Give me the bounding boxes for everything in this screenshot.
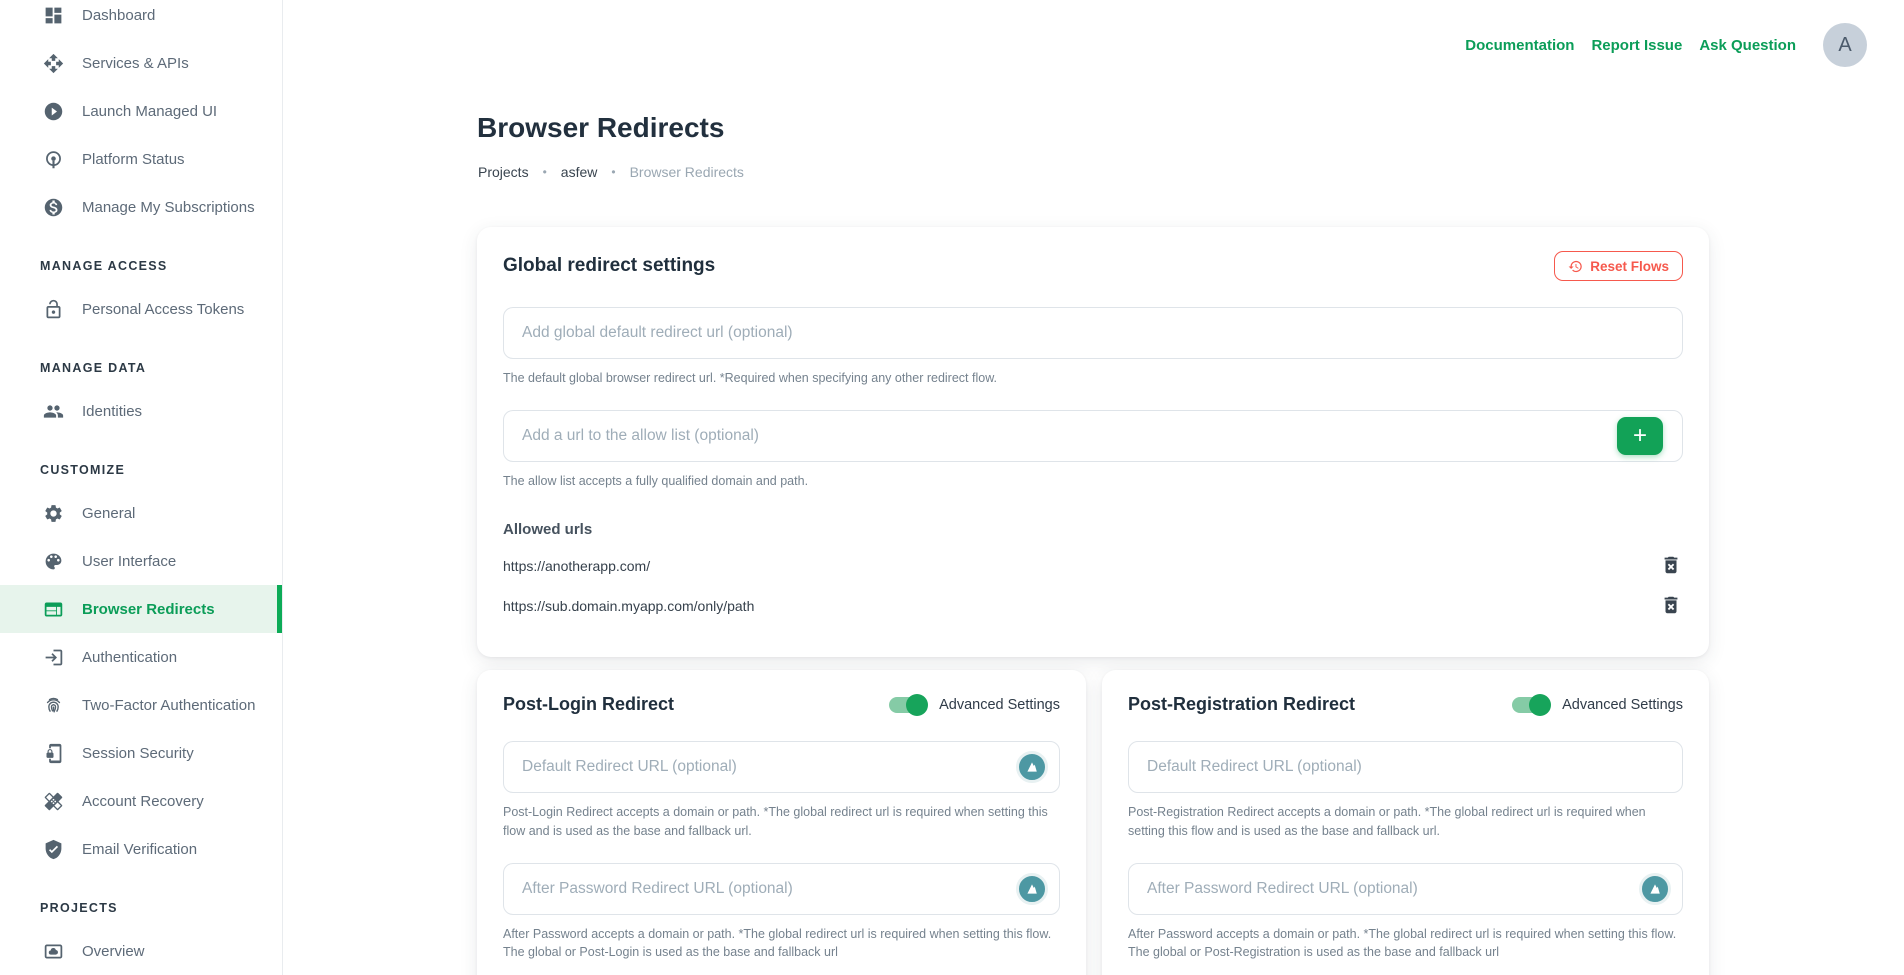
- sidebar-item-session-security[interactable]: [0, 729, 282, 777]
- gear-icon: [42, 502, 64, 524]
- sidebar-item-label: Launch Managed UI: [82, 102, 218, 120]
- history-icon: [1568, 259, 1583, 274]
- sidebar-item-label: Services & APIs: [82, 54, 189, 72]
- sidebar-item-identities[interactable]: [0, 387, 282, 435]
- post-login-redirect-card: [477, 670, 1086, 975]
- sidebar-item-account-recovery[interactable]: [0, 777, 282, 825]
- sidebar-item-two-factor[interactable]: [0, 681, 282, 729]
- healing-icon: [42, 790, 64, 812]
- reset-flows-label: Reset Flows: [1590, 258, 1669, 274]
- global-default-redirect-url-input[interactable]: [503, 307, 1683, 359]
- global-default-redirect-helper: The default global browser redirect url. *Required when specifying any other redirect flow.: [503, 371, 998, 385]
- palette-icon: [42, 550, 64, 572]
- sidebar-item-browser-redirects[interactable]: [0, 585, 282, 633]
- breadcrumb-projects[interactable]: Projects: [478, 164, 529, 180]
- sidebar-item-label: Overview: [82, 942, 145, 960]
- sidebar-item-label: Email Verification: [82, 840, 198, 858]
- browser-window-icon: [42, 598, 64, 620]
- login-icon: [42, 646, 64, 668]
- breadcrumb-separator: •: [611, 165, 616, 179]
- post-login-default-helper: Post-Login Redirect accepts a domain or path. *The global redirect url is required when setting this flow and is used as the base and fallback url.: [503, 805, 1048, 838]
- mountain-extension-icon[interactable]: [1639, 873, 1671, 905]
- sidebar-item-personal-access-tokens[interactable]: [0, 285, 282, 333]
- sidebar-item-authentication[interactable]: [0, 633, 282, 681]
- sidebar-item-dashboard[interactable]: [0, 0, 282, 39]
- delete-url-button[interactable]: [1659, 594, 1683, 618]
- post-registration-after-password-helper: After Password accepts a domain or path. *The global redirect url is required when setting this flow. The global or Post-Registration is used as the base and fallback url: [1128, 926, 1677, 960]
- dashboard-icon: [42, 4, 64, 26]
- sidebar-item-services-apis[interactable]: [0, 39, 282, 87]
- phone-lock-icon: [42, 742, 64, 764]
- play-circle-icon: [42, 100, 64, 122]
- post-registration-default-url-input[interactable]: [1128, 741, 1683, 793]
- delete-url-button[interactable]: [1659, 554, 1683, 578]
- sidebar: [0, 0, 283, 975]
- breadcrumb-current: Browser Redirects: [629, 164, 744, 180]
- plus-icon: +: [1632, 421, 1647, 449]
- post-registration-default-helper: Post-Registration Redirect accepts a domain or path. *The global redirect url is required when setting this flow and is used as the base and fallback url.: [1128, 805, 1646, 838]
- breadcrumb-project-name[interactable]: asfew: [560, 164, 598, 180]
- sidebar-section-projects: PROJECTS: [40, 901, 118, 915]
- post-registration-redirect-card: [1102, 670, 1709, 975]
- lock-icon: [42, 298, 64, 320]
- post-login-advanced-toggle[interactable]: [889, 697, 926, 713]
- sidebar-item-label: Browser Redirects: [82, 600, 215, 618]
- reset-flows-button[interactable]: [1554, 251, 1683, 281]
- post-registration-toggle-label: Advanced Settings: [1562, 696, 1683, 713]
- allowed-url-row: [503, 554, 1683, 578]
- page-title: Browser Redirects: [477, 112, 725, 143]
- post-registration-title: Post-Registration Redirect: [1128, 694, 1356, 714]
- post-login-after-password-input[interactable]: [503, 863, 1060, 915]
- sidebar-item-overview[interactable]: [0, 927, 282, 975]
- post-login-default-url-input[interactable]: [503, 741, 1060, 793]
- sidebar-item-manage-subscriptions[interactable]: [0, 183, 282, 231]
- mountain-extension-icon[interactable]: [1016, 873, 1048, 905]
- sidebar-item-label: General: [82, 504, 136, 522]
- sidebar-item-general[interactable]: [0, 489, 282, 537]
- allowed-url: https://sub.domain.myapp.com/only/path: [503, 597, 755, 614]
- services-apis-icon: [42, 52, 64, 74]
- sidebar-item-label: Session Security: [82, 744, 194, 762]
- post-registration-after-password-input[interactable]: [1128, 863, 1683, 915]
- post-login-title: Post-Login Redirect: [503, 694, 675, 714]
- breadcrumb: [478, 164, 744, 180]
- allow-list-url-input[interactable]: [503, 410, 1683, 462]
- sidebar-item-label: Platform Status: [82, 150, 185, 168]
- top-nav: [1465, 23, 1867, 67]
- people-icon: [42, 400, 64, 422]
- dollar-circle-icon: [42, 196, 64, 218]
- sidebar-item-label: User Interface: [82, 552, 177, 570]
- post-registration-advanced-toggle[interactable]: [1512, 697, 1549, 713]
- sidebar-item-label: Dashboard: [82, 6, 156, 24]
- allowed-url: https://anotherapp.com/: [503, 557, 651, 574]
- sidebar-section-manage-access: MANAGE ACCESS: [40, 259, 168, 273]
- fingerprint-icon: [42, 694, 64, 716]
- documentation-link[interactable]: Documentation: [1465, 36, 1575, 54]
- mountain-extension-icon[interactable]: [1016, 751, 1048, 783]
- sidebar-section-customize: CUSTOMIZE: [40, 463, 126, 477]
- allowed-url-row: [503, 594, 1683, 618]
- sidebar-item-label: Authentication: [82, 648, 178, 666]
- cloud-box-icon: [42, 940, 64, 962]
- sidebar-item-user-interface[interactable]: [0, 537, 282, 585]
- sidebar-item-label: Identities: [82, 402, 143, 420]
- sidebar-item-platform-status[interactable]: [0, 135, 282, 183]
- shield-check-icon: [42, 838, 64, 860]
- sidebar-item-email-verification[interactable]: [0, 825, 282, 873]
- breadcrumb-separator: •: [542, 165, 547, 179]
- allowed-urls-title: Allowed urls: [503, 520, 593, 538]
- ask-question-link[interactable]: Ask Question: [1699, 36, 1796, 54]
- global-redirect-settings-card: [477, 227, 1709, 657]
- allow-list-helper: The allow list accepts a fully qualified domain and path.: [503, 473, 809, 488]
- sidebar-item-label: Two-Factor Authentication: [82, 696, 256, 714]
- global-card-title: Global redirect settings: [503, 255, 716, 276]
- avatar[interactable]: A: [1823, 23, 1867, 67]
- post-login-toggle-label: Advanced Settings: [939, 696, 1060, 713]
- sidebar-item-label: Manage My Subscriptions: [82, 198, 255, 216]
- post-login-after-password-helper: After Password accepts a domain or path. *The global redirect url is required when setting this flow. The global or Post-Login is used as the base and fallback url: [503, 926, 1052, 960]
- add-url-button[interactable]: [1617, 417, 1663, 455]
- sidebar-section-manage-data: MANAGE DATA: [40, 361, 147, 375]
- report-issue-link[interactable]: Report Issue: [1591, 36, 1683, 54]
- sidebar-item-label: Personal Access Tokens: [82, 300, 245, 318]
- platform-status-icon: [42, 148, 64, 170]
- sidebar-item-label: Account Recovery: [82, 792, 204, 810]
- sidebar-item-launch-managed-ui[interactable]: [0, 87, 282, 135]
